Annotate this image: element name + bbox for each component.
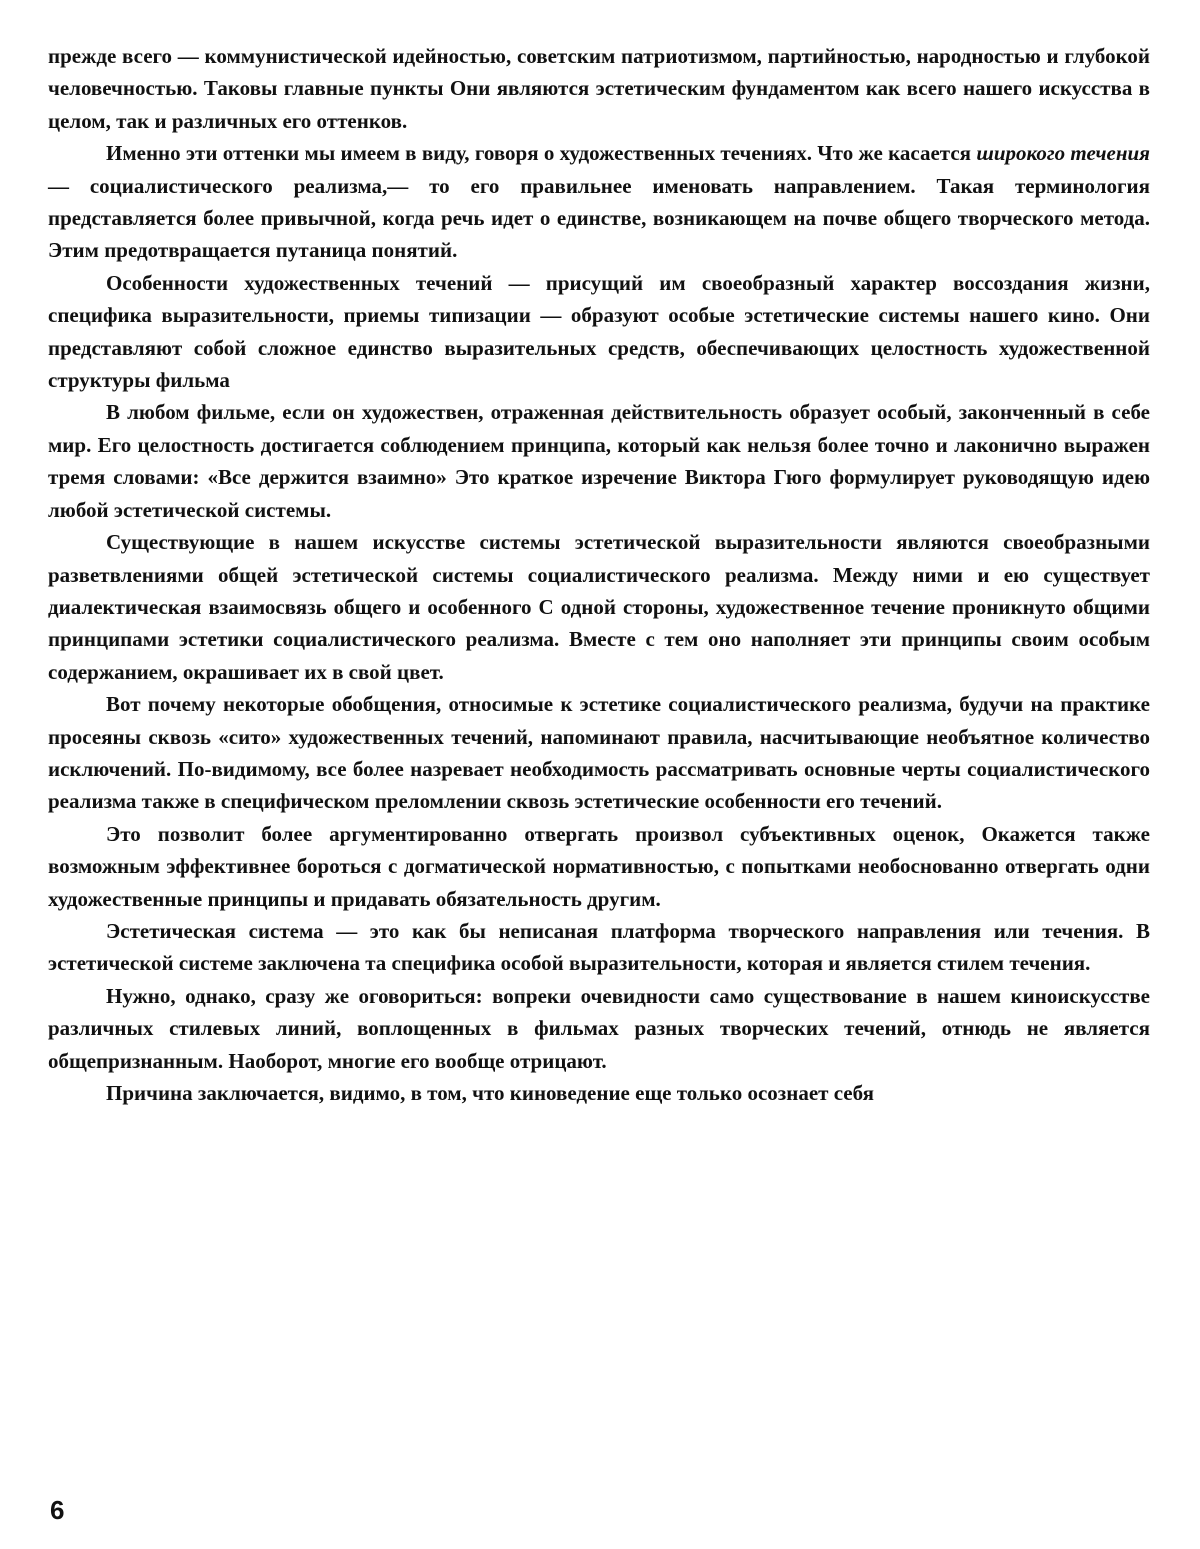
paragraph-text: В любом фильме, если он художествен, отраженная действительность образует особый, законченный в себе мир. Его целостность достигается соблюдением принципа, который как нельзя более точно и лаконично выражен тремя словами: «Все держится взаимно» Это краткое изречение Виктора Гюго формулирует руководящую идею любой эстетической системы. [48, 400, 1150, 522]
paragraph-text: Нужно, однако, сразу же оговориться: вопреки очевидности само существование в нашем киноискусстве различных стилевых линий, воплощенных в фильмах разных творческих течений, отнюдь не является общепризнанным. Наоборот, многие его вообще отрицают. [48, 983, 1150, 1073]
paragraph-1 [48, 40, 1150, 137]
paragraph-text: Существующие в нашем искусстве системы эстетической выразительности являются своеобразными разветвлениями общей эстетической системы социалистического реализма. Между ними и ею существует диалектическая взаимосвязь общего и особенного С одной стороны, художественное течение проникнуто общими принципами эстетики социалистического реализма. Вместе с тем оно наполняет эти принципы своим особым содержанием, окрашивает их в свой цвет. [48, 530, 1150, 684]
paragraph-text: Эстетическая система — это как бы неписаная платформа творческого направления или течения. В эстетической системе заключена та специфика особой выразительности, которая и является стилем течения. [48, 918, 1150, 976]
paragraph-text: Особенности художественных течений — присущий им своеобразный характер воссоздания жизни, специфика выразительности, приемы типизации — образуют особые эстетические системы нашего кино. Они представляют собой сложное единство выразительных средств, обеспечивающих целостность художественной структуры фильма [48, 270, 1150, 393]
paragraph-text: Причина заключается, видимо, в том, что киноведение еще только осознает себя [106, 1081, 874, 1105]
paragraph-3 [48, 267, 1150, 397]
paragraph-4 [48, 396, 1150, 526]
paragraph-6 [48, 688, 1150, 818]
page-number: 6 [50, 1495, 65, 1525]
paragraph-8 [48, 915, 1150, 980]
paragraph-7 [48, 818, 1150, 915]
italic-phrase: широкого течения [976, 141, 1150, 166]
paragraph-2 [48, 137, 1150, 267]
paragraph-text: Вот почему некоторые обобщения, относимые к эстетике социалистического реализма, будучи на практике просеяны сквозь «сито» художественных течений, напоминают правила, насчитывающие необъятное количество исключений. По-видимому, все более назревает необходимость рассматривать основные черты социалистического реализма также в специфическом преломлении сквозь эстетические особенности его течений. [48, 692, 1150, 814]
paragraph-text: прежде всего — коммунистической идейностью, советским патриотизмом, партийностью, народностью и глубокой человечностью. Таковы главные пункты Они являются эстетическим фундаментом как всего нашего искусства в целом, так и различных его оттенков. [48, 44, 1150, 133]
paragraph-9 [48, 980, 1150, 1077]
paragraph-text: Именно эти оттенки мы имеем в виду, говоря о художественных течениях. Что же касается [106, 141, 977, 166]
paragraph-5 [48, 526, 1150, 688]
paragraph-text: Это позволит более аргументированно отвергать произвол субъективных оценок, Окажется также возможным эффективнее бороться с догматической нормативностью, с попытками необоснованно отвергать одни художественные принципы и придавать обязательность другим. [48, 821, 1150, 911]
paragraph-text: — социалистического реализма,— то его правильнее именовать направлением. Такая терминология представляется более привычной, когда речь идет о единстве, возникающем на почве общего творческого метода. Этим предотвращается путаница понятий. [48, 173, 1150, 263]
paragraph-10 [48, 1077, 1150, 1109]
